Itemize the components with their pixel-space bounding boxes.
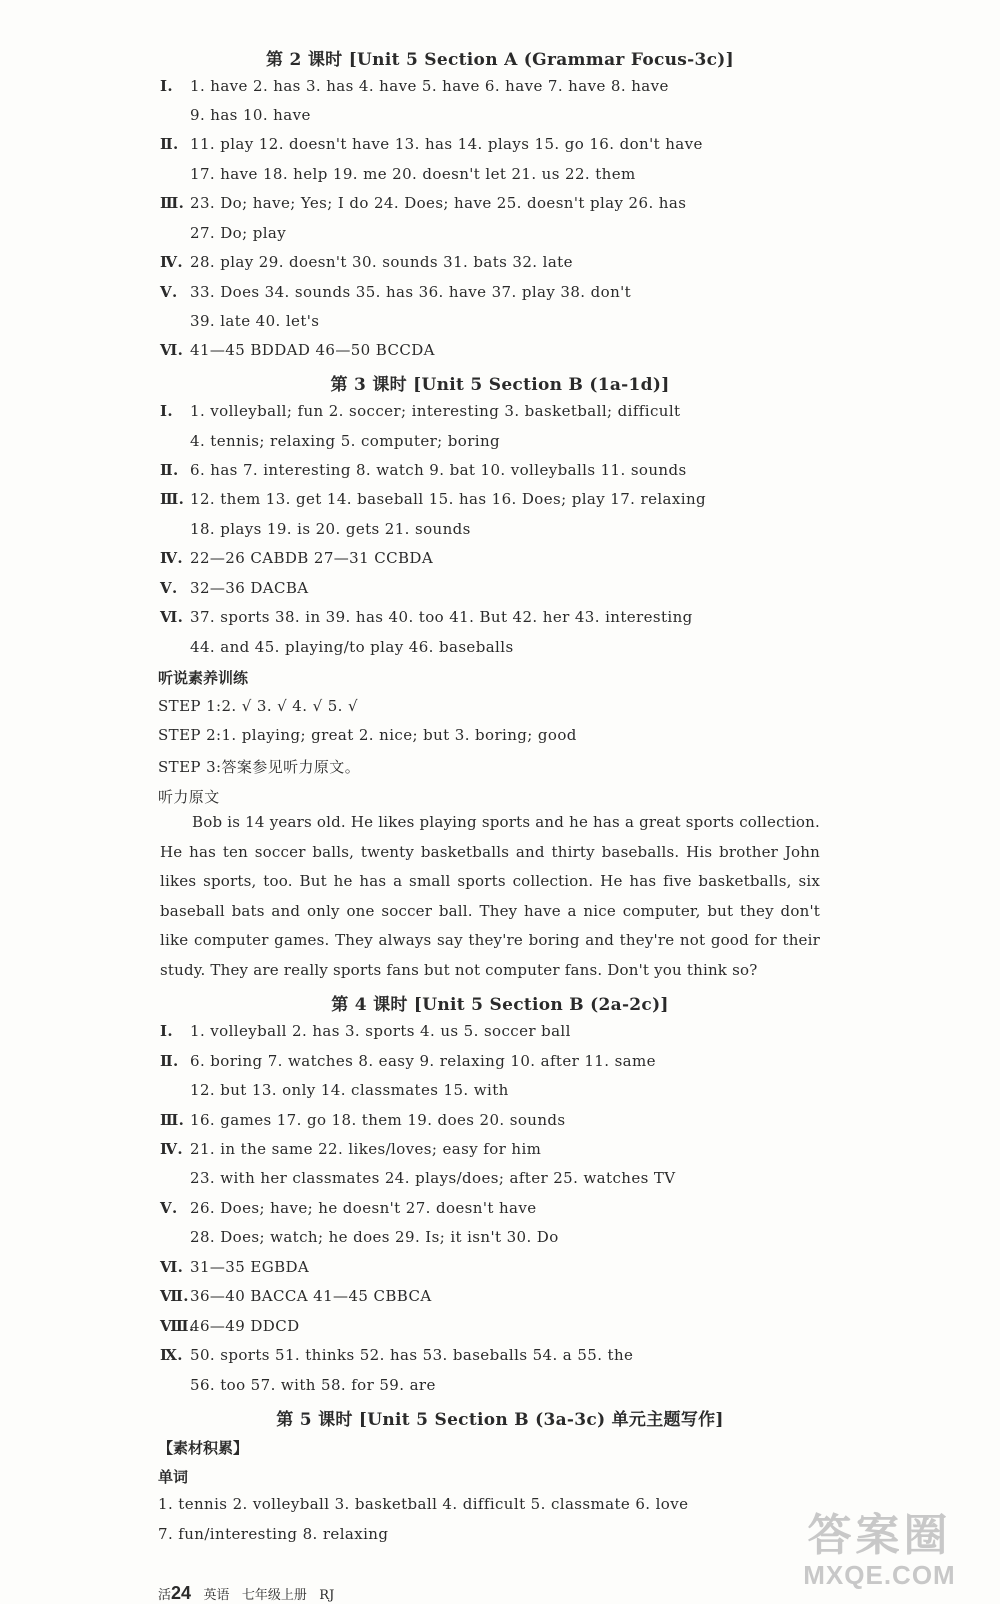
answer-line: 12. but 13. only 14. classmates 15. with — [190, 1081, 509, 1099]
answer-line: Ⅵ. 37. sports 38. in 39. has 40. too 41. But 42. her 43. interesting — [160, 608, 693, 626]
answer-line: 39. late 40. let's — [190, 312, 320, 330]
answer-line: Ⅰ. 1. volleyball; fun 2. soccer; interesting 3. basketball; difficult — [160, 402, 681, 420]
answer-line: 44. and 45. playing/to play 46. baseballs — [190, 638, 514, 656]
listening-training-title: 听说素养训练 — [158, 669, 249, 687]
page-prefix: 活 — [158, 1588, 172, 1603]
answer-line: 7. fun/interesting 8. relaxing — [158, 1525, 389, 1543]
answer-line: Ⅴ. 32—36 DACBA — [160, 579, 309, 597]
page-footer — [158, 1583, 334, 1604]
answer-line: 28. Does; watch; he does 29. Is; it isn't 30. Do — [190, 1228, 559, 1246]
answer-line: 27. Do; play — [190, 224, 287, 242]
answer-line: Ⅳ. 21. in the same 22. likes/loves; easy for him — [160, 1140, 542, 1158]
answer-line: Ⅴ. 26. Does; have; he doesn't 27. doesn't have — [160, 1199, 537, 1217]
answer-line: Ⅰ. 1. have 2. has 3. has 4. have 5. have 6. have 7. have 8. have — [160, 77, 669, 95]
answer-line: Ⅵ. 41—45 BDDAD 46—50 BCCDA — [160, 341, 435, 359]
answer-line: 56. too 57. with 58. for 59. are — [190, 1376, 436, 1394]
answer-line: Ⅲ. 12. them 13. get 14. baseball 15. has 16. Does; play 17. relaxing — [160, 490, 707, 508]
answer-line: Ⅱ. 11. play 12. doesn't have 13. has 14. plays 15. go 16. don't have — [160, 135, 703, 153]
listening-text-title: 听力原文 — [158, 788, 220, 806]
answer-line: Ⅵ. 31—35 EGBDA — [160, 1258, 310, 1276]
answer-line: Ⅲ. 16. games 17. go 18. them 19. does 20. sounds — [160, 1111, 566, 1129]
footer-grade: 七年级上册 — [241, 1588, 307, 1603]
material-accumulation-title: 【素材积累】 — [158, 1439, 249, 1457]
footer-edition: RJ — [319, 1588, 335, 1603]
answer-line: 18. plays 19. is 20. gets 21. sounds — [190, 520, 471, 538]
watermark-url: MXQE.COM — [803, 1560, 956, 1590]
answer-line: Ⅳ. 28. play 29. doesn't 30. sounds 31. bats 32. late — [160, 253, 573, 271]
watermark-logo — [787, 1512, 972, 1592]
page-number: 24 — [171, 1583, 192, 1603]
answer-line: Ⅶ.36—40 BACCA 41—45 CBBCA — [160, 1287, 432, 1305]
answer-line: 9. has 10. have — [190, 106, 311, 124]
answer-line: 23. with her classmates 24. plays/does; after 25. watches TV — [190, 1169, 676, 1187]
answer-line: Ⅱ. 6. boring 7. watches 8. easy 9. relaxing 10. after 11. same — [160, 1052, 656, 1070]
answer-line: Ⅴ. 33. Does 34. sounds 35. has 36. have 37. play 38. don't — [160, 283, 632, 301]
lesson-3-heading: 第 3 课时 [Unit 5 Section B (1a-1d)] — [330, 375, 670, 395]
answer-line: Ⅷ.46—49 DDCD — [160, 1317, 300, 1335]
lesson-5-heading: 第 5 课时 [Unit 5 Section B (3a-3c) 单元主题写作] — [276, 1410, 724, 1430]
lesson-2-heading: 第 2 课时 [Unit 5 Section A (Grammar Focus-3c)] — [266, 50, 734, 70]
watermark-logo-text: 答案圈 — [807, 1511, 952, 1560]
footer-subject: 英语 — [203, 1588, 230, 1603]
step-line: STEP 3:答案参见听力原文。 — [158, 758, 361, 776]
answer-line: Ⅰ. 1. volleyball 2. has 3. sports 4. us 5. soccer ball — [160, 1022, 571, 1040]
answer-line: Ⅸ. 50. sports 51. thinks 52. has 53. baseballs 54. a 55. the — [160, 1346, 634, 1364]
vocabulary-title: 单词 — [158, 1468, 189, 1486]
answer-line: 1. tennis 2. volleyball 3. basketball 4. difficult 5. classmate 6. love — [158, 1495, 689, 1513]
answer-line: Ⅱ. 6. has 7. interesting 8. watch 9. bat 10. volleyballs 11. sounds — [160, 461, 687, 479]
step-line: STEP 1:2. √ 3. √ 4. √ 5. √ — [158, 697, 358, 715]
step-line: STEP 2:1. playing; great 2. nice; but 3. boring; good — [158, 726, 577, 744]
listening-passage: Bob is 14 years old. He likes playing sports and he has a great sports collection. He has ten soccer balls, twenty basketballs and thirty baseballs. His brother John likes sports, too. But he has a small sports collection. He has five basketballs, six baseball bats and only one soccer ball. They have a nice computer, but they don't like computer games. They always say they're boring and they're not good for their study. They are really sports fans but not computer fans. Don't you think so? — [160, 813, 820, 979]
answer-line: Ⅲ. 23. Do; have; Yes; I do 24. Does; have 25. doesn't play 26. has — [160, 194, 687, 212]
answer-line: 4. tennis; relaxing 5. computer; boring — [190, 432, 501, 450]
answer-line: 17. have 18. help 19. me 20. doesn't let 21. us 22. them — [190, 165, 636, 183]
answer-line: Ⅳ. 22—26 CABDB 27—31 CCBDA — [160, 549, 434, 567]
lesson-4-heading: 第 4 课时 [Unit 5 Section B (2a-2c)] — [331, 995, 669, 1015]
